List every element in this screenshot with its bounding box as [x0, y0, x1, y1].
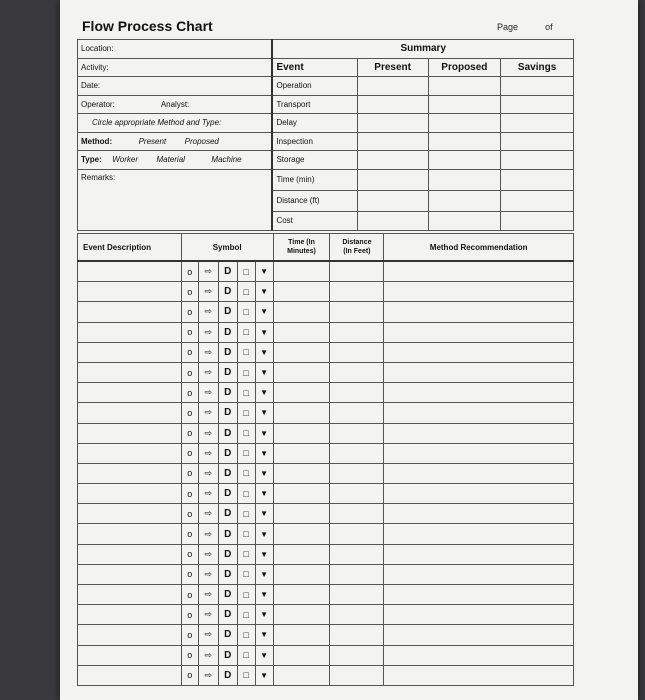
type-machine[interactable]: Machine [211, 155, 242, 165]
storage-symbol[interactable]: ▼ [255, 524, 273, 544]
inspection-symbol[interactable]: □ [237, 383, 255, 403]
method-recommendation-cell[interactable] [384, 362, 574, 382]
delay-symbol[interactable]: D [218, 484, 237, 504]
distance-cell[interactable] [330, 322, 384, 342]
inspection-symbol[interactable]: □ [237, 282, 255, 302]
storage-symbol[interactable]: ▼ [255, 282, 273, 302]
event-row [78, 423, 574, 443]
delay-symbol[interactable]: D [218, 423, 237, 443]
inspection-symbol[interactable]: □ [237, 484, 255, 504]
storage-symbol[interactable]: ▼ [255, 665, 273, 685]
distance-cell[interactable] [330, 383, 384, 403]
time-cell[interactable] [273, 302, 330, 322]
summary-cell[interactable] [501, 77, 574, 96]
header-grid [77, 39, 574, 231]
inspection-symbol[interactable]: □ [237, 463, 255, 483]
method-recommendation-cell[interactable] [384, 423, 574, 443]
time-header-line2: Minutes) [287, 248, 316, 255]
event-row [78, 564, 574, 584]
savings-header: Savings [501, 58, 574, 77]
event-row [78, 261, 574, 282]
present-header: Present [357, 58, 428, 77]
delay-symbol[interactable]: D [218, 282, 237, 302]
summary-cell[interactable] [501, 114, 574, 133]
method-recommendation-cell[interactable] [384, 403, 574, 423]
delay-symbol[interactable]: D [218, 625, 237, 645]
storage-symbol[interactable]: ▼ [255, 605, 273, 625]
time-cell[interactable] [273, 625, 330, 645]
storage-symbol[interactable]: ▼ [255, 403, 273, 423]
delay-symbol[interactable]: D [218, 564, 237, 584]
time-cell[interactable] [273, 322, 330, 342]
transport-symbol[interactable]: ⇨ [198, 665, 218, 685]
event-description-cell[interactable] [78, 544, 182, 564]
inspection-symbol[interactable]: □ [237, 261, 255, 282]
operation-symbol[interactable]: o [181, 322, 198, 342]
event-rows [78, 261, 574, 685]
method-recommendation-cell[interactable] [384, 342, 574, 362]
delay-symbol[interactable]: D [218, 261, 237, 282]
event-description-cell[interactable] [78, 524, 182, 544]
event-row [78, 383, 574, 403]
inspection-symbol[interactable]: □ [237, 423, 255, 443]
event-description-cell[interactable] [78, 302, 182, 322]
event-row [78, 585, 574, 605]
method-recommendation-cell[interactable] [384, 261, 574, 282]
method-recommendation-cell[interactable] [384, 544, 574, 564]
delay-symbol[interactable]: D [218, 544, 237, 564]
summary-cell[interactable] [501, 132, 574, 151]
storage-symbol[interactable]: ▼ [255, 463, 273, 483]
operation-symbol[interactable]: o [181, 564, 198, 584]
distance-header-line1: Distance [342, 239, 372, 246]
event-distance: Distance (ft) [272, 190, 357, 211]
time-cell[interactable] [273, 585, 330, 605]
inspection-symbol[interactable]: □ [237, 585, 255, 605]
delay-symbol[interactable]: D [218, 585, 237, 605]
summary-cell[interactable] [428, 77, 501, 96]
storage-symbol[interactable]: ▼ [255, 302, 273, 322]
time-cell[interactable] [273, 383, 330, 403]
circle-note: Circle appropriate Method and Type: [78, 114, 273, 133]
event-time: Time (min) [272, 169, 357, 190]
distance-header-line2: (In Feet) [343, 248, 371, 255]
event-description-cell[interactable] [78, 605, 182, 625]
event-description-cell[interactable] [78, 504, 182, 524]
summary-cell[interactable] [428, 211, 501, 230]
event-row [78, 544, 574, 564]
distance-cell[interactable] [330, 524, 384, 544]
summary-cell[interactable] [357, 151, 428, 170]
operation-symbol[interactable]: o [181, 504, 198, 524]
event-delay: Delay [272, 114, 357, 133]
inspection-symbol[interactable]: □ [237, 564, 255, 584]
event-row [78, 504, 574, 524]
summary-cell[interactable] [501, 169, 574, 190]
time-header [273, 234, 330, 262]
method-recommendation-cell[interactable] [384, 585, 574, 605]
storage-symbol[interactable]: ▼ [255, 342, 273, 362]
inspection-symbol[interactable]: □ [237, 665, 255, 685]
type-label: Type: [81, 155, 102, 165]
inspection-symbol[interactable]: □ [237, 302, 255, 322]
operation-symbol[interactable]: o [181, 625, 198, 645]
time-cell[interactable] [273, 362, 330, 382]
transport-symbol[interactable]: ⇨ [198, 585, 218, 605]
event-description-cell[interactable] [78, 484, 182, 504]
inspection-symbol[interactable]: □ [237, 524, 255, 544]
event-description-cell[interactable] [78, 423, 182, 443]
event-description-cell[interactable] [78, 645, 182, 665]
operation-symbol[interactable]: o [181, 484, 198, 504]
summary-cell[interactable] [357, 95, 428, 114]
event-description-header: Event Description [78, 234, 182, 262]
worksheet-page [60, 0, 638, 700]
event-row [78, 282, 574, 302]
event-description-cell[interactable] [78, 342, 182, 362]
event-row [78, 322, 574, 342]
event-row [78, 443, 574, 463]
operation-symbol[interactable]: o [181, 362, 198, 382]
delay-symbol[interactable]: D [218, 302, 237, 322]
distance-header [330, 234, 384, 262]
transport-symbol[interactable]: ⇨ [198, 362, 218, 382]
event-description-cell[interactable] [78, 443, 182, 463]
method-recommendation-cell[interactable] [384, 504, 574, 524]
operation-symbol[interactable]: o [181, 585, 198, 605]
operation-symbol[interactable]: o [181, 645, 198, 665]
time-cell[interactable] [273, 282, 330, 302]
operation-symbol[interactable]: o [181, 403, 198, 423]
event-row [78, 665, 574, 685]
inspection-symbol[interactable]: □ [237, 504, 255, 524]
distance-cell[interactable] [330, 423, 384, 443]
storage-symbol[interactable]: ▼ [255, 544, 273, 564]
transport-symbol[interactable]: ⇨ [198, 403, 218, 423]
activity-field[interactable]: Activity: [78, 58, 273, 77]
operation-symbol[interactable]: o [181, 282, 198, 302]
distance-cell[interactable] [330, 645, 384, 665]
time-cell[interactable] [273, 605, 330, 625]
distance-cell[interactable] [330, 504, 384, 524]
method-recommendation-cell[interactable] [384, 665, 574, 685]
method-recommendation-cell[interactable] [384, 443, 574, 463]
transport-symbol[interactable]: ⇨ [198, 504, 218, 524]
operation-symbol[interactable]: o [181, 463, 198, 483]
date-field[interactable]: Date: [78, 77, 273, 96]
inspection-symbol[interactable]: □ [237, 342, 255, 362]
event-description-cell[interactable] [78, 322, 182, 342]
event-description-cell[interactable] [78, 362, 182, 382]
delay-symbol[interactable]: D [218, 463, 237, 483]
time-cell[interactable] [273, 463, 330, 483]
storage-symbol[interactable]: ▼ [255, 504, 273, 524]
summary-cell[interactable] [428, 132, 501, 151]
transport-symbol[interactable]: ⇨ [198, 524, 218, 544]
delay-symbol[interactable]: D [218, 504, 237, 524]
storage-symbol[interactable]: ▼ [255, 261, 273, 282]
inspection-symbol[interactable]: □ [237, 443, 255, 463]
event-description-cell[interactable] [78, 625, 182, 645]
event-row [78, 403, 574, 423]
inspection-symbol[interactable]: □ [237, 544, 255, 564]
event-row [78, 342, 574, 362]
transport-symbol[interactable]: ⇨ [198, 423, 218, 443]
summary-cell[interactable] [428, 95, 501, 114]
operation-symbol[interactable]: o [181, 524, 198, 544]
storage-symbol[interactable]: ▼ [255, 322, 273, 342]
method-proposed[interactable]: Proposed [184, 136, 219, 146]
proposed-header: Proposed [428, 58, 501, 77]
method-recommendation-cell[interactable] [384, 484, 574, 504]
distance-cell[interactable] [330, 665, 384, 685]
event-inspection: Inspection [272, 132, 357, 151]
operation-symbol[interactable]: o [181, 665, 198, 685]
type-row [78, 151, 273, 170]
time-cell[interactable] [273, 544, 330, 564]
type-material[interactable]: Material [156, 155, 185, 165]
analyst-label: Analyst: [160, 99, 190, 109]
method-row [78, 132, 273, 151]
storage-symbol[interactable]: ▼ [255, 564, 273, 584]
method-recommendation-cell[interactable] [384, 625, 574, 645]
delay-symbol[interactable]: D [218, 524, 237, 544]
time-cell[interactable] [273, 403, 330, 423]
event-row [78, 484, 574, 504]
inspection-symbol[interactable]: □ [237, 362, 255, 382]
event-row [78, 645, 574, 665]
time-cell[interactable] [273, 665, 330, 685]
page-of [497, 22, 553, 32]
time-cell[interactable] [273, 524, 330, 544]
operation-symbol[interactable]: o [181, 544, 198, 564]
event-description-cell[interactable] [78, 585, 182, 605]
delay-symbol[interactable]: D [218, 403, 237, 423]
operation-symbol[interactable]: o [181, 605, 198, 625]
event-row [78, 463, 574, 483]
method-recommendation-cell[interactable] [384, 524, 574, 544]
summary-title: Summary [272, 40, 573, 59]
method-recommendation-cell[interactable] [384, 282, 574, 302]
event-description-cell[interactable] [78, 564, 182, 584]
operation-symbol[interactable]: o [181, 383, 198, 403]
event-description-cell[interactable] [78, 282, 182, 302]
summary-cell[interactable] [428, 169, 501, 190]
summary-cell[interactable] [428, 114, 501, 133]
event-table [77, 233, 574, 686]
delay-symbol[interactable]: D [218, 322, 237, 342]
distance-cell[interactable] [330, 463, 384, 483]
distance-cell[interactable] [330, 261, 384, 282]
method-present[interactable]: Present [138, 136, 167, 146]
delay-symbol[interactable]: D [218, 605, 237, 625]
operation-symbol[interactable]: o [181, 261, 198, 282]
event-row [78, 362, 574, 382]
delay-symbol[interactable]: D [218, 645, 237, 665]
inspection-symbol[interactable]: □ [237, 645, 255, 665]
transport-symbol[interactable]: ⇨ [198, 605, 218, 625]
operation-symbol[interactable]: o [181, 443, 198, 463]
summary-cell[interactable] [357, 114, 428, 133]
summary-cell[interactable] [357, 132, 428, 151]
summary-cell[interactable] [428, 151, 501, 170]
delay-symbol[interactable]: D [218, 665, 237, 685]
time-cell[interactable] [273, 484, 330, 504]
summary-cell[interactable] [428, 190, 501, 211]
transport-symbol[interactable]: ⇨ [198, 383, 218, 403]
summary-cell[interactable] [357, 190, 428, 211]
event-storage: Storage [272, 151, 357, 170]
operation-symbol[interactable]: o [181, 342, 198, 362]
method-recommendation-header: Method Recommendation [384, 234, 574, 262]
event-row [78, 302, 574, 322]
delay-symbol[interactable]: D [218, 383, 237, 403]
summary-cell[interactable] [501, 151, 574, 170]
event-cost: Cost [272, 211, 357, 230]
storage-symbol[interactable]: ▼ [255, 423, 273, 443]
transport-symbol[interactable]: ⇨ [198, 261, 218, 282]
storage-symbol[interactable]: ▼ [255, 585, 273, 605]
storage-symbol[interactable]: ▼ [255, 383, 273, 403]
inspection-symbol[interactable]: □ [237, 625, 255, 645]
method-recommendation-cell[interactable] [384, 322, 574, 342]
distance-cell[interactable] [330, 403, 384, 423]
delay-symbol[interactable]: D [218, 443, 237, 463]
transport-symbol[interactable]: ⇨ [198, 544, 218, 564]
event-row [78, 524, 574, 544]
event-operation: Operation [272, 77, 357, 96]
method-recommendation-cell[interactable] [384, 383, 574, 403]
event-description-cell[interactable] [78, 403, 182, 423]
transport-symbol[interactable]: ⇨ [198, 443, 218, 463]
time-header-line1: Time (In [288, 239, 315, 246]
time-cell[interactable] [273, 261, 330, 282]
operation-symbol[interactable]: o [181, 423, 198, 443]
inspection-symbol[interactable]: □ [237, 403, 255, 423]
summary-cell[interactable] [357, 77, 428, 96]
time-cell[interactable] [273, 443, 330, 463]
event-row [78, 605, 574, 625]
page-label: Page [497, 22, 519, 32]
distance-cell[interactable] [330, 302, 384, 322]
transport-symbol[interactable]: ⇨ [198, 302, 218, 322]
distance-cell[interactable] [330, 362, 384, 382]
summary-cell[interactable] [357, 211, 428, 230]
storage-symbol[interactable]: ▼ [255, 362, 273, 382]
transport-symbol[interactable]: ⇨ [198, 282, 218, 302]
distance-cell[interactable] [330, 585, 384, 605]
storage-symbol[interactable]: ▼ [255, 645, 273, 665]
method-recommendation-cell[interactable] [384, 605, 574, 625]
distance-cell[interactable] [330, 544, 384, 564]
delay-symbol[interactable]: D [218, 362, 237, 382]
event-description-cell[interactable] [78, 383, 182, 403]
inspection-symbol[interactable]: □ [237, 605, 255, 625]
time-cell[interactable] [273, 504, 330, 524]
operator-analyst-field[interactable] [78, 95, 273, 114]
operator-label: Operator: [81, 99, 115, 109]
summary-cell[interactable] [501, 211, 574, 230]
storage-symbol[interactable]: ▼ [255, 443, 273, 463]
time-cell[interactable] [273, 423, 330, 443]
location-field[interactable]: Location: [78, 40, 273, 59]
event-row [78, 625, 574, 645]
of-label: of [545, 22, 553, 32]
storage-symbol[interactable]: ▼ [255, 625, 273, 645]
summary-cell[interactable] [501, 190, 574, 211]
time-cell[interactable] [273, 564, 330, 584]
storage-symbol[interactable]: ▼ [255, 484, 273, 504]
time-cell[interactable] [273, 342, 330, 362]
event-description-cell[interactable] [78, 665, 182, 685]
transport-symbol[interactable]: ⇨ [198, 484, 218, 504]
summary-cell[interactable] [501, 95, 574, 114]
event-header: Event [272, 58, 357, 77]
method-recommendation-cell[interactable] [384, 564, 574, 584]
operation-symbol[interactable]: o [181, 302, 198, 322]
method-recommendation-cell[interactable] [384, 463, 574, 483]
distance-cell[interactable] [330, 282, 384, 302]
transport-symbol[interactable]: ⇨ [198, 645, 218, 665]
method-recommendation-cell[interactable] [384, 645, 574, 665]
remarks-field[interactable]: Remarks: [78, 169, 273, 230]
transport-symbol[interactable]: ⇨ [198, 463, 218, 483]
page-title: Flow Process Chart [82, 18, 213, 34]
type-worker[interactable]: Worker [112, 155, 138, 165]
distance-cell[interactable] [330, 625, 384, 645]
delay-symbol[interactable]: D [218, 342, 237, 362]
transport-symbol[interactable]: ⇨ [198, 625, 218, 645]
transport-symbol[interactable]: ⇨ [198, 342, 218, 362]
inspection-symbol[interactable]: □ [237, 322, 255, 342]
event-transport: Transport [272, 95, 357, 114]
event-description-cell[interactable] [78, 261, 182, 282]
event-description-cell[interactable] [78, 463, 182, 483]
distance-cell[interactable] [330, 342, 384, 362]
distance-cell[interactable] [330, 484, 384, 504]
transport-symbol[interactable]: ⇨ [198, 322, 218, 342]
distance-cell[interactable] [330, 605, 384, 625]
summary-cell[interactable] [357, 169, 428, 190]
distance-cell[interactable] [330, 564, 384, 584]
method-label: Method: [81, 136, 113, 146]
method-recommendation-cell[interactable] [384, 302, 574, 322]
time-cell[interactable] [273, 645, 330, 665]
transport-symbol[interactable]: ⇨ [198, 564, 218, 584]
symbol-header: Symbol [181, 234, 273, 262]
distance-cell[interactable] [330, 443, 384, 463]
